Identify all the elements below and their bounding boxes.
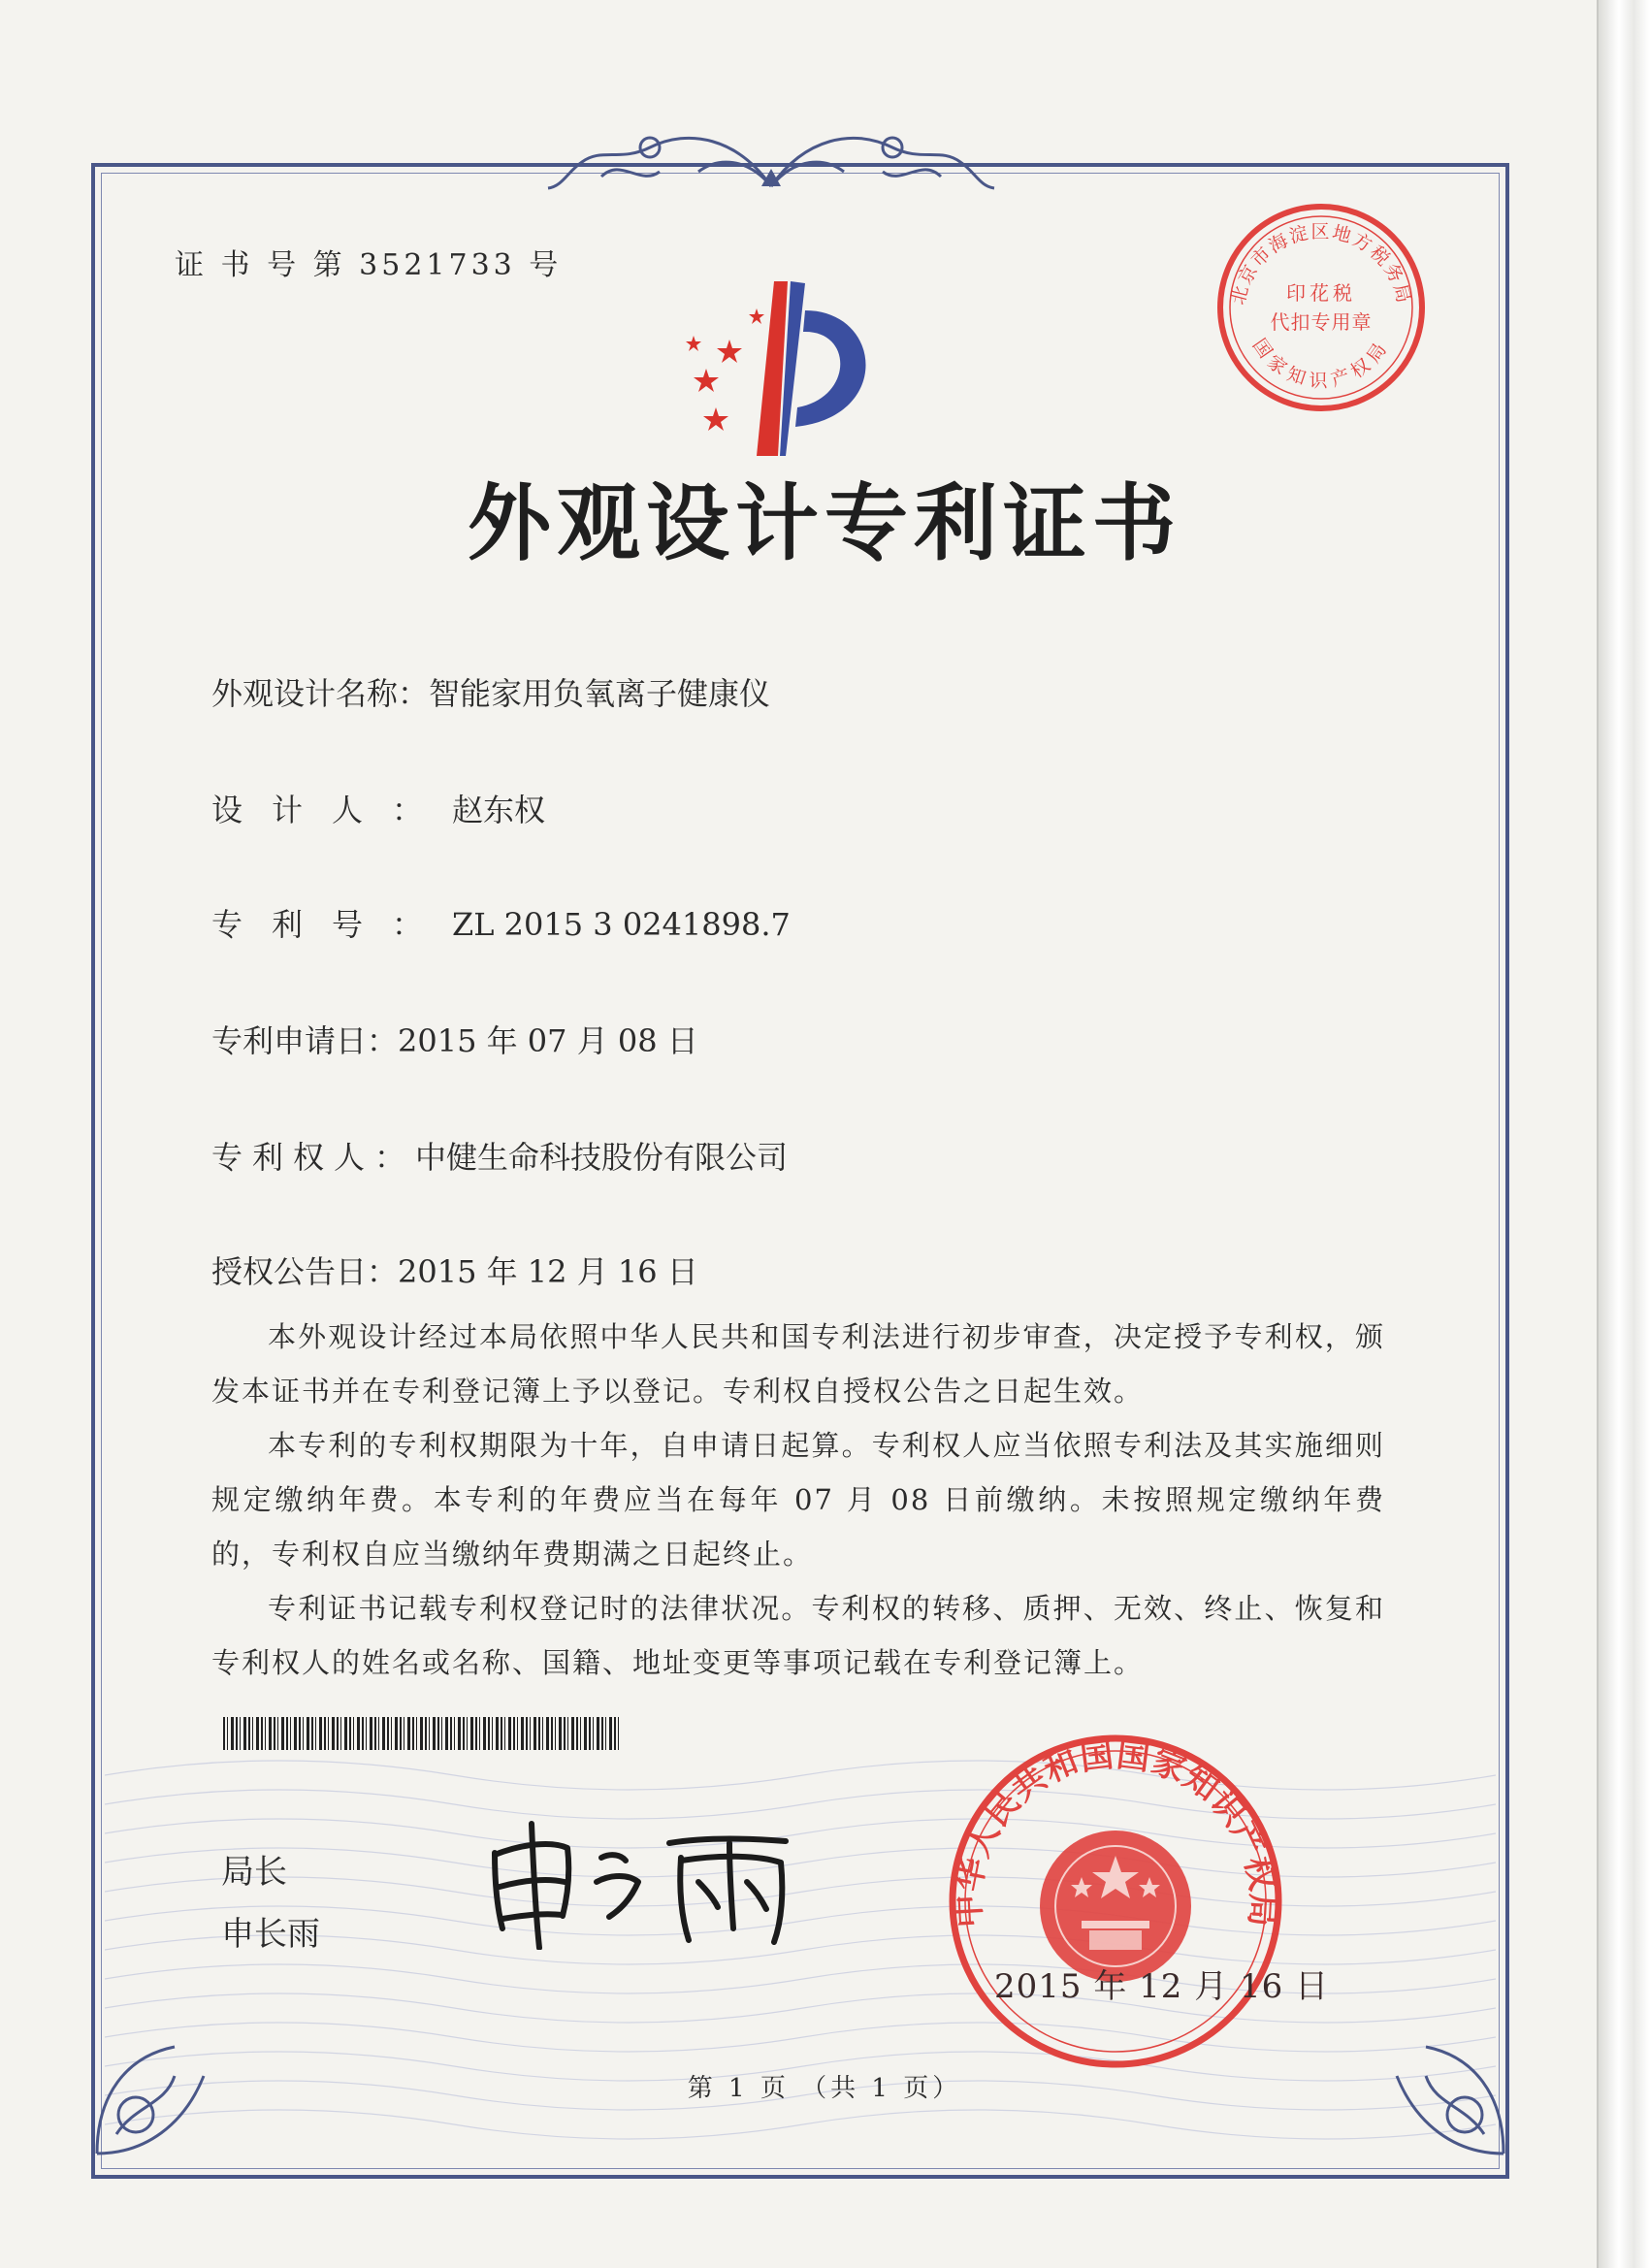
director-name: 申长雨: [221, 1915, 320, 1954]
seal-date: 2015 年 12 月 16 日: [994, 1967, 1330, 2006]
tax-stamp: [1212, 199, 1430, 416]
certificate-title: 外观设计专利证书: [468, 474, 1181, 572]
field-patentee: [211, 1133, 788, 1178]
field-value: 2015 年 12 月 16 日: [398, 1253, 698, 1290]
field-label: 专利号：: [211, 906, 453, 943]
director-block: [221, 1841, 320, 1965]
field-label: 设计人：: [211, 792, 453, 828]
paragraph-3: 专利证书记载专利权登记时的法律状况。专利权的转移、质押、无效、终止、恢复和专利权人的姓名或名称、国籍、地址变更等事项记载在专利登记簿上。: [211, 1592, 1385, 1679]
page-number: 第 1 页 （共 1 页）: [687, 2074, 962, 2103]
certificate-number: 证 书 号 第 3521733 号: [175, 248, 563, 282]
field-label: 外观设计名称：: [211, 675, 430, 712]
top-scroll-ornament: [543, 118, 999, 202]
field-patent-number: [211, 900, 791, 945]
director-signature: [475, 1814, 824, 1950]
field-design-name: [211, 669, 770, 714]
paragraph-1: 本外观设计经过本局依照中华人民共和国专利法进行初步审查，决定授予专利权，颁发本证书并在专利登记簿上予以登记。专利权自授权公告之日起生效。: [211, 1320, 1385, 1408]
field-value: 智能家用负氧离子健康仪: [429, 675, 771, 712]
field-application-date: [211, 1017, 698, 1061]
field-label: 专利申请日：: [211, 1022, 399, 1059]
field-value: 赵东权: [452, 792, 546, 828]
paragraph-2: 本专利的专利权期限为十年，自申请日起算。专利权人应当依照专利法及其实施细则规定缴纳年费。本专利的年费应当在每年 07 月 08 日前缴纳。未按照规定缴纳年费的，专利权自应当缴纳年费期满之日起终止。: [211, 1429, 1385, 1571]
barcode: [223, 1717, 621, 1750]
field-value: 2015 年 07 月 08 日: [398, 1022, 698, 1059]
scan-page-edge: [1597, 0, 1649, 2268]
field-grant-date: [211, 1247, 698, 1292]
patent-office-logo: [660, 272, 902, 466]
tax-stamp-line2: 代扣专用章: [1270, 310, 1373, 334]
tax-stamp-bottom-text: 国家知识产权局: [1247, 335, 1395, 392]
field-designer: [211, 786, 545, 830]
tax-stamp-ring-text: 北京市海淀区地方税务局: [1227, 221, 1415, 308]
seal-ring-text: 中华人民共和国国家知识产权局: [949, 1735, 1282, 1929]
tax-stamp-line1: 印花税: [1286, 281, 1356, 305]
field-label: 授权公告日：: [211, 1253, 399, 1290]
field-value: ZL 2015 3 0241898.7: [452, 906, 791, 943]
director-title: 局长: [221, 1853, 287, 1892]
field-label: 专利权人：: [211, 1139, 416, 1176]
field-value: 中健生命科技股份有限公司: [415, 1139, 789, 1176]
official-seal: [946, 1732, 1285, 2071]
